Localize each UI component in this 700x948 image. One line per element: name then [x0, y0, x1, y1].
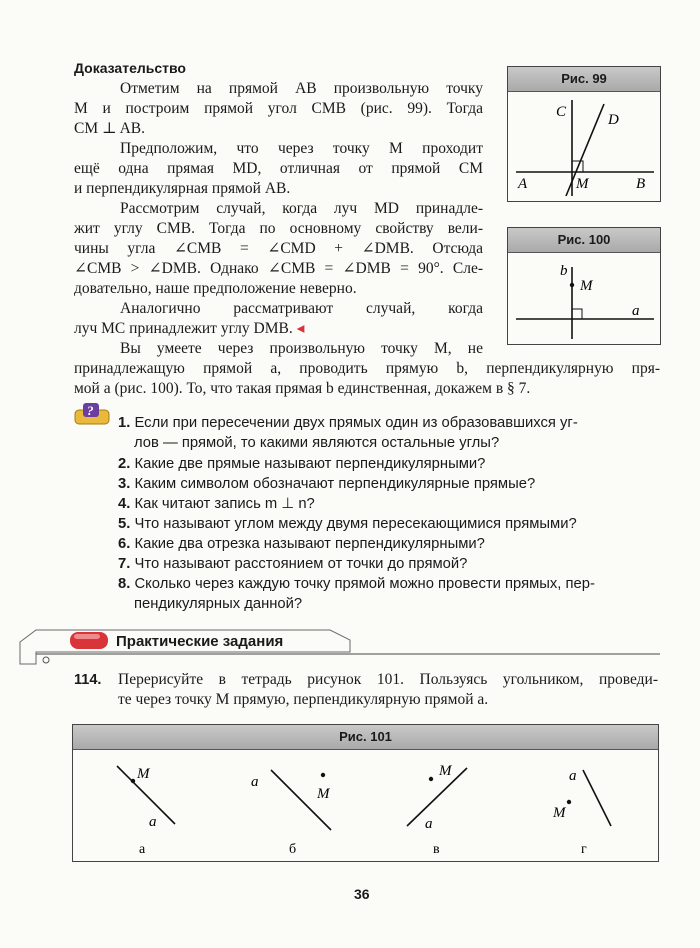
label-a: a	[569, 768, 577, 784]
question-text: Как читают запись m ⊥ n?	[134, 496, 315, 512]
right-angle-mark	[572, 309, 582, 319]
proof-line: Аналогично рассматривают случай, когда	[120, 300, 483, 317]
figure-100	[507, 227, 661, 345]
question-text: Каким символом обозначают перпендикулярные прямые?	[134, 476, 536, 492]
question-text: лов — прямой, то какими являются остальные углы?	[134, 435, 500, 451]
proof-line: Рассмотрим случай, когда луч MD принадле-	[120, 200, 483, 217]
question-number: 2.	[118, 456, 131, 472]
proof-line	[74, 319, 304, 339]
label-a: A	[518, 176, 528, 192]
figure-99	[507, 66, 661, 202]
figure-101	[72, 724, 659, 862]
label-b: B	[636, 176, 646, 192]
question-item	[118, 515, 577, 534]
figure-101-title: Рис. 101	[73, 725, 658, 750]
figure-101-drawing	[73, 750, 658, 860]
figure-100-title: Рис. 100	[508, 228, 660, 253]
proof-line: жит углу CMB. Тогда по основному свойству вели-	[74, 220, 483, 237]
label-a: a	[632, 303, 640, 319]
question-item	[118, 455, 485, 474]
proof-line: довательно, наше предположение неверно.	[74, 280, 357, 297]
question-text: Сколько через каждую точку прямой можно провести прямых, пер-	[134, 576, 595, 592]
question-text: Если при пересечении двух прямых один из образовавшихся уг-	[134, 415, 578, 431]
point-m	[321, 773, 325, 777]
question-text: Какие два отрезка называют перпендикулярными?	[134, 536, 485, 552]
page-number: 36	[354, 886, 370, 902]
question-number: 5.	[118, 516, 131, 532]
point-m	[131, 779, 135, 783]
question-text: Что называют расстоянием от точки до прямой?	[134, 556, 468, 572]
proof-line: мой a (рис. 100). То, что такая прямая b единственная, докажем в § 7.	[74, 380, 531, 397]
question-text: Что называют углом между двумя пересекающимися прямыми?	[134, 516, 577, 532]
proof-line: CM ⊥ AB.	[74, 120, 145, 137]
proof-line-text: луч MC принадлежит углу DMB.	[74, 320, 293, 337]
proof-line: Отметим на прямой AB произвольную точку	[120, 80, 483, 97]
question-number: 1.	[118, 415, 131, 431]
panel-caption: а	[139, 842, 146, 857]
label-b: b	[560, 263, 568, 279]
figure-99-drawing	[508, 92, 660, 200]
point-m	[570, 283, 574, 287]
question-text: пендикулярных данной?	[134, 596, 303, 612]
label-m: M	[317, 786, 330, 802]
question-item-continued	[134, 434, 499, 453]
proof-line: ∠CMB > ∠DMB. Однако ∠CMB = ∠DMB = 90°. Сле-	[74, 260, 483, 277]
proof-line: M и построим прямой угол CMB (рис. 99). Тогда	[74, 100, 483, 117]
panel-caption: г	[581, 842, 587, 857]
line-a	[407, 768, 467, 826]
end-proof-mark: ◂	[296, 320, 305, 337]
label-m: M	[580, 278, 593, 294]
question-item	[118, 414, 578, 433]
question-item	[118, 535, 485, 554]
question-number: 4.	[118, 496, 131, 512]
proof-line: принадлежащую прямой a, проводить прямую b, перпендикулярную пря-	[74, 360, 660, 377]
label-d: D	[608, 112, 619, 128]
question-number: 3.	[118, 476, 131, 492]
questions-icon	[74, 402, 110, 426]
proof-line: и перпендикулярная прямой AB.	[74, 180, 291, 197]
label-m: M	[553, 805, 566, 821]
label-m: M	[439, 763, 452, 779]
label-m: M	[576, 176, 589, 192]
label-a: a	[251, 774, 259, 790]
panel-caption: в	[433, 842, 440, 857]
question-item-continued	[134, 595, 302, 614]
question-number: 7.	[118, 556, 131, 572]
question-text: Какие две прямые называют перпендикулярными?	[134, 456, 486, 472]
svg-text:?: ?	[87, 403, 94, 418]
label-a: a	[149, 814, 157, 830]
point-m	[567, 800, 571, 804]
label-a: a	[425, 816, 433, 832]
task-line: Перерисуйте в тетрадь рисунок 101. Пользуясь угольником, проведи-	[118, 671, 658, 688]
question-item	[118, 475, 535, 494]
point-m	[429, 777, 433, 781]
practice-heading: Практические задания	[116, 633, 284, 650]
proof-line: Вы умеете через произвольную точку M, не	[120, 340, 483, 357]
proof-line: Предположим, что через точку M проходит	[120, 140, 483, 157]
figure-100-drawing	[508, 253, 660, 343]
question-item	[118, 555, 467, 574]
question-number: 8.	[118, 576, 131, 592]
task-number: 114.	[74, 672, 102, 688]
proof-heading: Доказательство	[74, 60, 186, 76]
task-line: те через точку M прямую, перпендикулярную прямой a.	[118, 691, 489, 708]
practice-banner-decoration	[0, 624, 700, 674]
question-item	[118, 575, 595, 594]
panel-caption: б	[289, 842, 297, 857]
proof-line: ещё одна прямая MD, отличная от прямой CM	[74, 160, 483, 177]
line-a	[583, 770, 611, 826]
proof-line: чины угла ∠CMB = ∠CMD + ∠DMB. Отсюда	[74, 240, 483, 257]
question-number: 6.	[118, 536, 131, 552]
label-c: C	[556, 104, 567, 120]
figure-99-title: Рис. 99	[508, 67, 660, 92]
label-m: M	[137, 766, 150, 782]
question-item	[118, 495, 315, 514]
